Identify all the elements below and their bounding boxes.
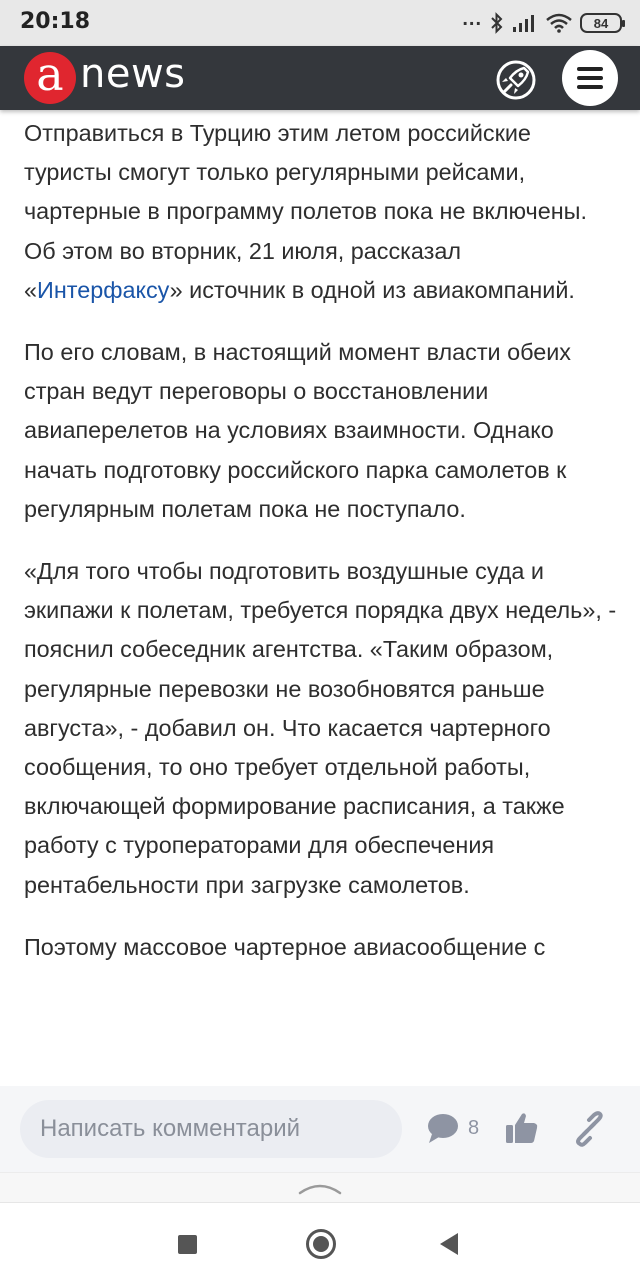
logo-text: news <box>80 51 186 97</box>
status-time: 20:18 <box>20 9 91 34</box>
back-icon[interactable] <box>440 1233 458 1255</box>
bluetooth-icon <box>490 12 504 34</box>
paragraph-text: Отправиться в Турцию этим летом российские туристы смогут только регулярными рейсами, чартерные в программу полетов пока не включены. Об этом во вторник, 21 июля, рассказал « <box>24 120 587 303</box>
paragraph-text: » источник в одной из авиакомпаний. <box>169 276 575 303</box>
comment-bar <box>0 1086 640 1172</box>
collapse-handle[interactable] <box>0 1172 640 1202</box>
comment-icon <box>426 1112 460 1144</box>
article-paragraph-4: Поэтому массовое чартерное авиасообщение с <box>24 933 546 960</box>
comment-input[interactable]: Написать комментарий <box>20 1100 402 1158</box>
menu-icon-bar <box>577 67 603 71</box>
menu-button[interactable] <box>562 50 618 106</box>
comment-count: 8 <box>468 1116 480 1139</box>
recent-apps-icon[interactable] <box>178 1235 197 1254</box>
status-bar <box>0 0 640 46</box>
battery-level: 84 <box>593 15 609 31</box>
article-body <box>24 110 624 1086</box>
android-nav-bar <box>0 1202 640 1280</box>
battery-icon <box>580 13 622 33</box>
comments-button[interactable] <box>426 1112 479 1144</box>
menu-icon-bar <box>577 76 603 80</box>
status-icons <box>462 10 622 36</box>
menu-icon-bar <box>577 85 603 89</box>
home-icon[interactable] <box>306 1229 336 1259</box>
like-icon[interactable] <box>504 1110 540 1146</box>
wifi-icon <box>546 13 572 33</box>
article-paragraph-1 <box>24 114 624 310</box>
chevron-up-icon <box>298 1181 342 1195</box>
interfax-link[interactable]: Интерфаксу <box>37 276 170 303</box>
rocket-icon[interactable] <box>494 58 538 102</box>
signal-icon <box>512 13 538 33</box>
notification-dots: ... <box>462 8 482 30</box>
article-paragraph-2: По его словам, в настоящий момент власти обеих стран ведут переговоры о восстановлении авиаперелетов на условиях взаимности. Однако начать подготовку российского парка самолетов к регулярным полетам пока не поступало. <box>24 339 572 522</box>
share-link-icon[interactable] <box>570 1110 608 1148</box>
article-paragraph-3: «Для того чтобы подготовить воздушные суда и экипажи к полетам, требуется порядка двух недель», - пояснил собеседник агентства. «Таким образом, регулярные перевозки не возобновятся раньше августа», - добавил он. Что касается чартерного сообщения, то оно требует отдельной работы, включающей формирование расписания, а также работу с туроператорами для обеспечения рентабельности при загрузке самолетов. <box>24 558 617 898</box>
site-header <box>0 46 640 110</box>
logo-circle: a <box>24 52 76 104</box>
anews-logo[interactable] <box>24 47 186 104</box>
